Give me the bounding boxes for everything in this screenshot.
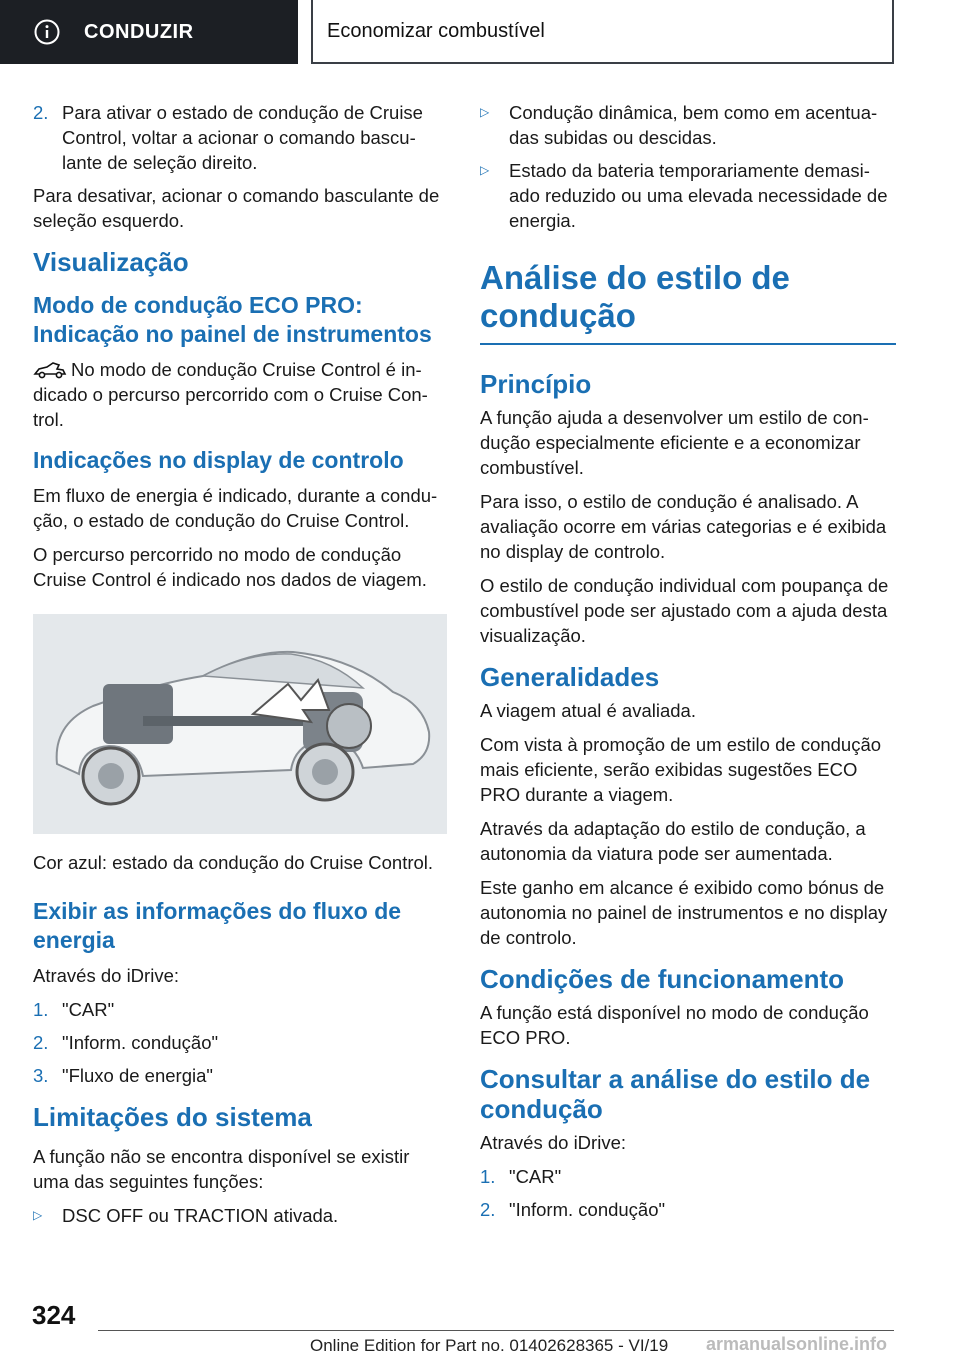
paragraph: A viagem atual é avaliada.: [480, 700, 696, 721]
left-column: [33, 100, 449, 1236]
paragraph: A função está disponível no modo de condução ECO PRO.: [480, 1002, 869, 1048]
list-item: [480, 158, 896, 233]
heading-principio: Princípio: [480, 369, 592, 399]
triangle-bullet-icon: ▷: [33, 1208, 43, 1222]
footer-edition: Online Edition for Part no. 01402628365 - VI/19: [310, 1336, 669, 1355]
step-text: "Fluxo de energia": [62, 1065, 213, 1086]
list-item: [33, 1203, 449, 1228]
step-text: "Inform. condução": [509, 1199, 666, 1220]
paragraph: O estilo de condução individual com poupança de combustível pode ser ajustado com a ajuda desta visualização.: [480, 575, 889, 646]
list-item: [33, 997, 449, 1022]
heading-limitacoes: Limitações do sistema: [33, 1102, 312, 1132]
page-header: [0, 0, 960, 66]
page-number: 324: [32, 1300, 76, 1330]
step-text: "Inform. condução": [62, 1032, 219, 1053]
list-item: [33, 1063, 449, 1088]
list-item: [480, 100, 896, 150]
heading-visualizacao: Visualização: [33, 247, 189, 277]
step-number: 1.: [33, 999, 49, 1020]
figure-caption: Cor azul: estado da condução do Cruise Control.: [33, 852, 434, 873]
step-text: Para ativar o estado de condução de Cruise Control, voltar a acionar o comando bascu-lante de seleção direito.: [62, 102, 423, 173]
chapter-title: Economizar combustível: [327, 19, 545, 42]
heading-display: Indicações no display de controlo: [33, 447, 404, 473]
heading-consultar: Consultar a análise do estilo de condução: [480, 1064, 871, 1124]
info-icon: [34, 19, 60, 45]
paragraph: Através do iDrive:: [33, 965, 179, 986]
list-item: [480, 1164, 896, 1189]
car-illustration: [33, 614, 447, 834]
car-speed-icon: [33, 361, 67, 379]
paragraph: O percurso percorrido no modo de condução Cruise Control é indicado nos dados de viagem.: [33, 544, 427, 590]
heading-analise: Análise do estilo de condução: [480, 259, 896, 345]
list-item: [480, 1197, 896, 1222]
heading-condicoes: Condições de funcionamento: [480, 964, 845, 994]
list-item: [33, 1030, 449, 1055]
list-item: [33, 100, 449, 175]
paragraph: Para desativar, acionar o comando basculante de seleção esquerdo.: [33, 185, 440, 231]
watermark: armanualsonline.info: [706, 1334, 888, 1354]
paragraph: [33, 357, 449, 432]
paragraph: A função ajuda a desenvolver um estilo de con-dução especialmente eficiente e a economizar combustível.: [480, 407, 869, 478]
bullet-text: Estado da bateria temporariamente demasi-ado reduzido ou uma elevada necessidade de energia.: [509, 160, 888, 231]
bullet-text: DSC OFF ou TRACTION ativada.: [62, 1205, 339, 1226]
paragraph: Através da adaptação do estilo de condução, a autonomia da viatura pode ser aumentada.: [480, 818, 866, 864]
footer-divider: [98, 1330, 894, 1331]
car-drawing: [33, 614, 447, 834]
step-number: 3.: [33, 1065, 49, 1086]
section-title: CONDUZIR: [84, 20, 194, 43]
step-number: 2.: [33, 1032, 49, 1053]
triangle-bullet-icon: ▷: [480, 163, 490, 177]
heading-exibir: Exibir as informações do fluxo de energia: [33, 898, 402, 953]
bullet-text: Condução dinâmica, bem como em acentua-das subidas ou descidas.: [509, 102, 878, 148]
chapter-tab: [311, 0, 894, 64]
paragraph: Através do iDrive:: [480, 1132, 626, 1153]
heading-generalidades: Generalidades: [480, 662, 660, 692]
heading-modo-eco: Modo de condução ECO PRO: Indicação no painel de instrumentos: [33, 292, 432, 347]
triangle-bullet-icon: ▷: [480, 105, 490, 119]
paragraph: Para isso, o estilo de condução é analisado. A avaliação ocorre em várias categorias e é exibida no display de controlo.: [480, 491, 887, 562]
paragraph: A função não se encontra disponível se existir uma das seguintes funções:: [33, 1146, 410, 1192]
step-number: 2.: [480, 1199, 496, 1220]
step-number: 1.: [480, 1166, 496, 1187]
paragraph: Em fluxo de energia é indicado, durante a condu-ção, o estado de condução do Cruise Control.: [33, 485, 438, 531]
step-number: 2.: [33, 102, 49, 123]
step-text: "CAR": [62, 999, 115, 1020]
paragraph: Este ganho em alcance é exibido como bónus de autonomia no painel de instrumentos e no display de controlo.: [480, 877, 888, 948]
right-column: [480, 100, 896, 1230]
paragraph: Com vista à promoção de um estilo de condução mais eficiente, serão exibidas sugestões ECO PRO durante a viagem.: [480, 734, 882, 805]
section-tab: [0, 0, 298, 64]
eco-text: No modo de condução Cruise Control é in-dicado o percurso percorrido com o Cruise Con-trol.: [33, 359, 428, 430]
step-text: "CAR": [509, 1166, 562, 1187]
